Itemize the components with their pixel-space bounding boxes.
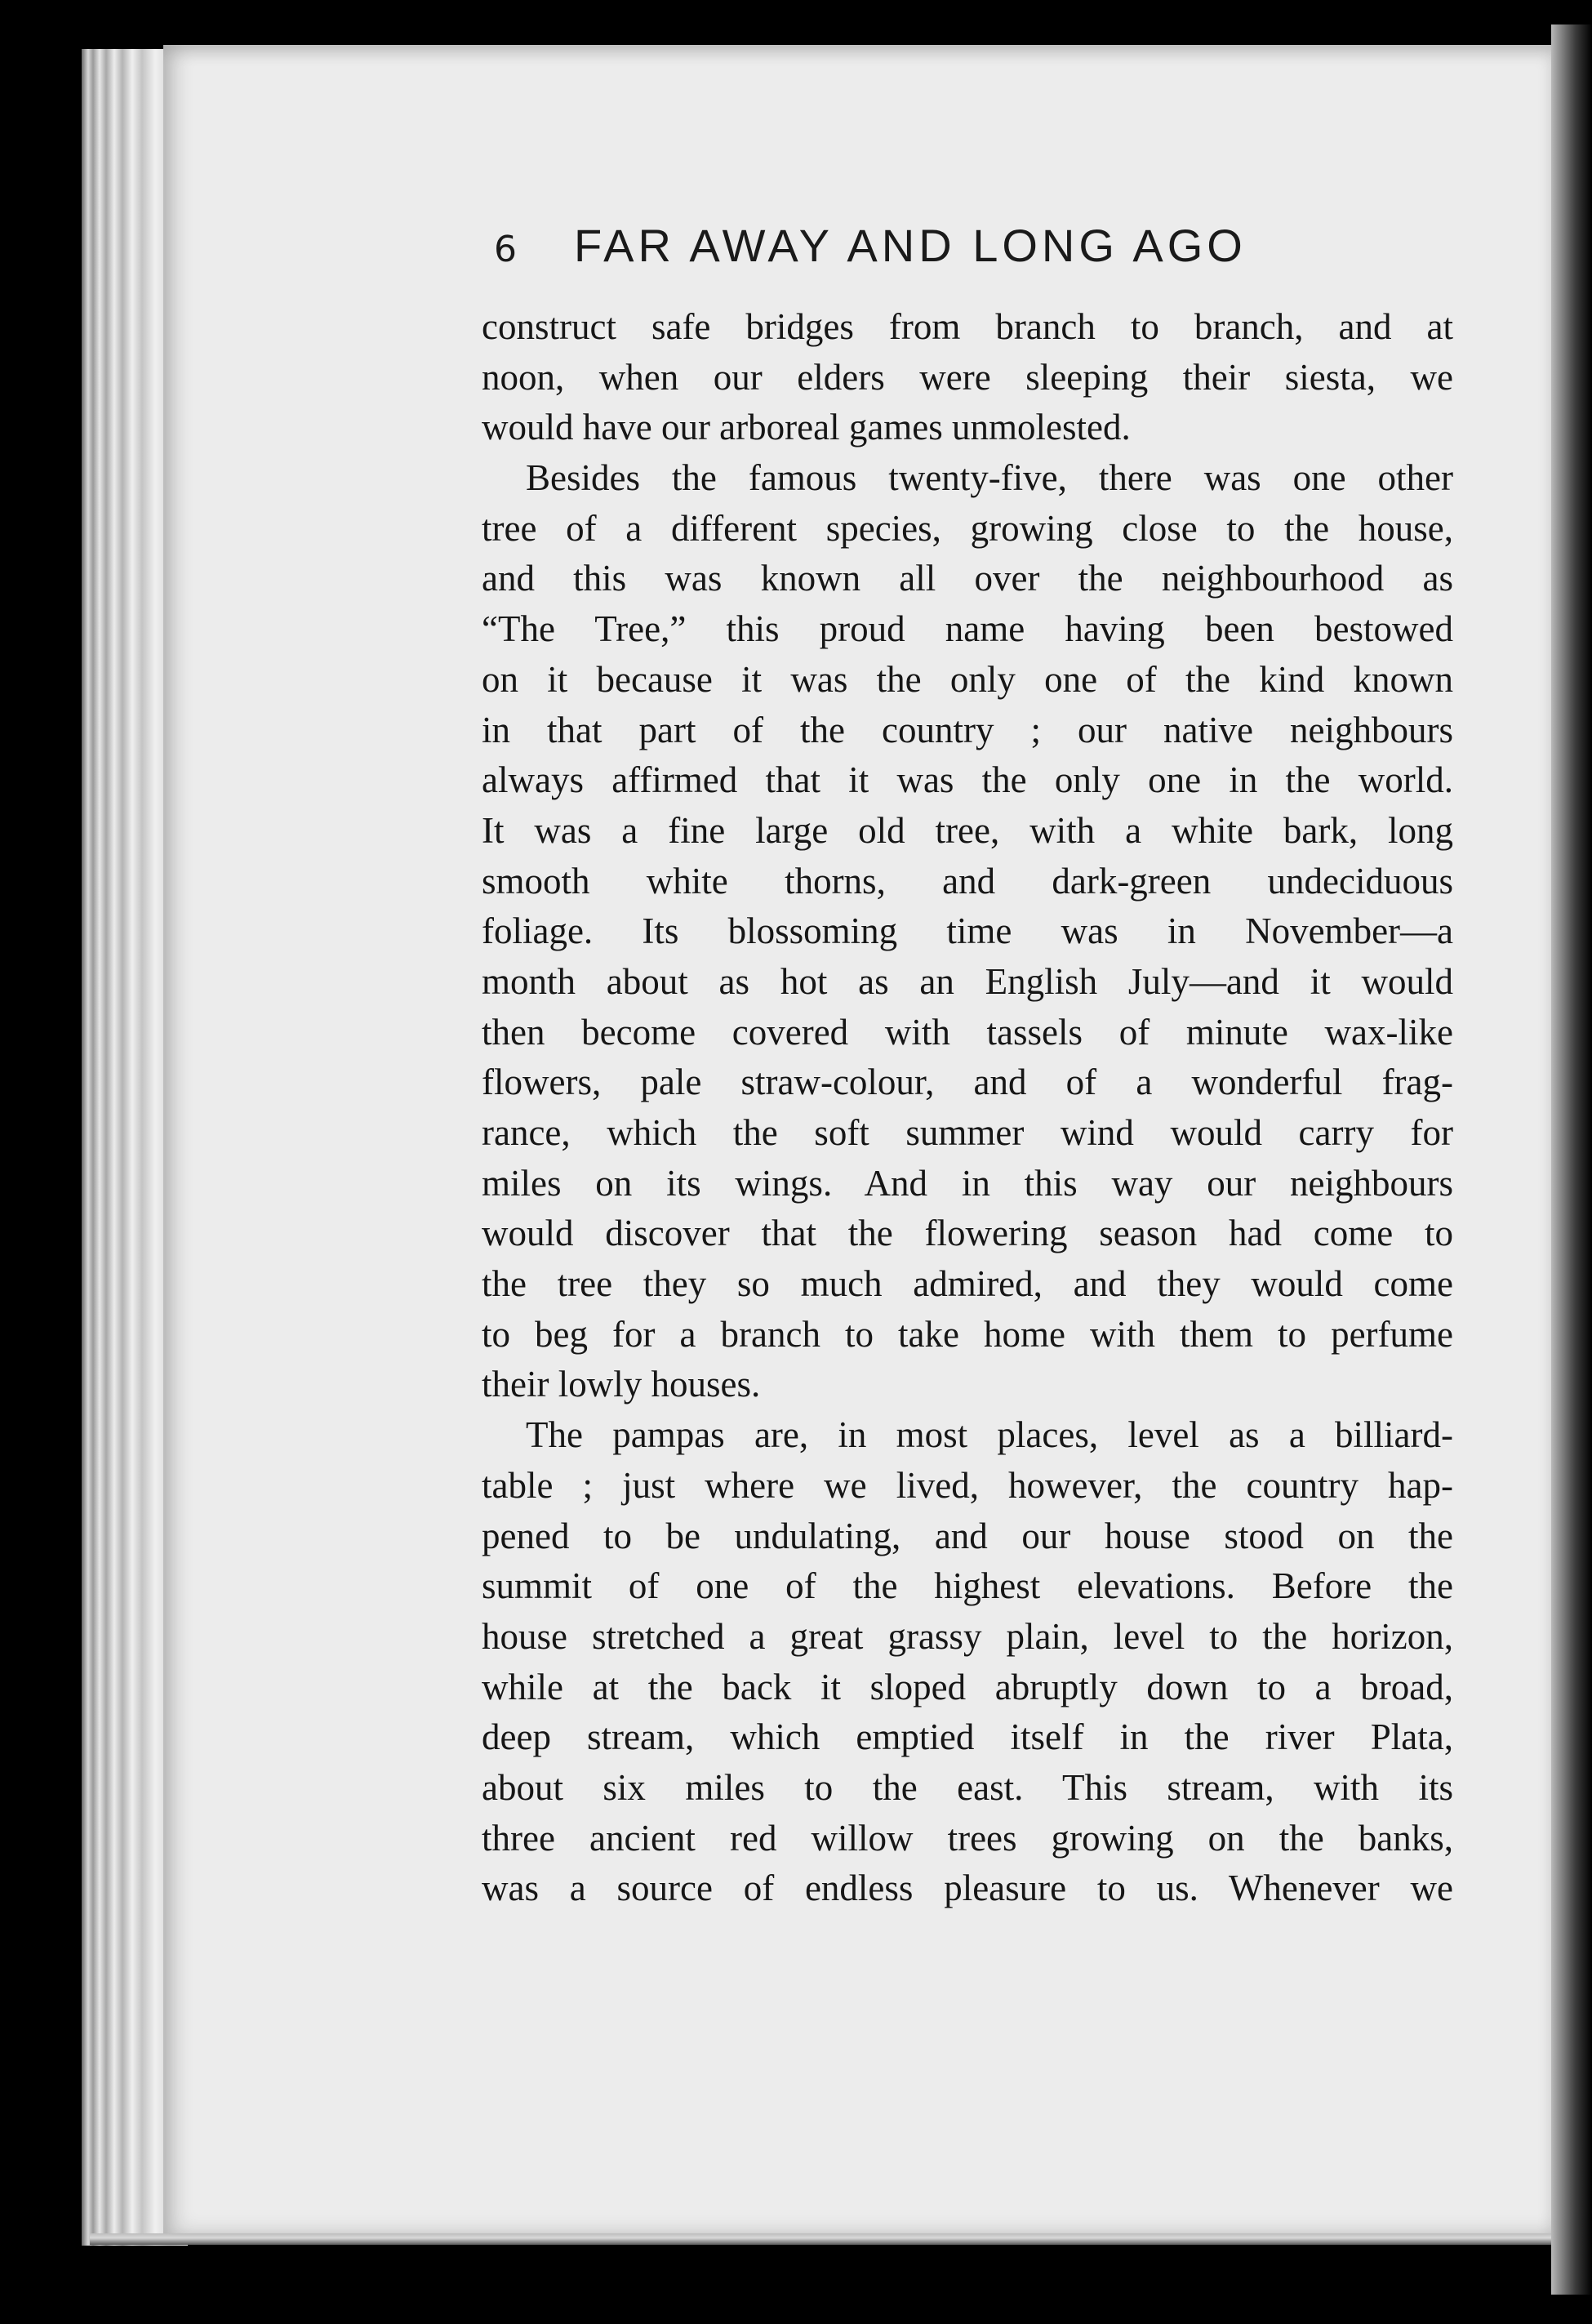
text-line: month about as hot as an English July—and it would: [482, 960, 1453, 1002]
book-bottom-edge: [90, 2233, 1551, 2245]
text-line: Besides the famous twenty-five, there was one other: [526, 457, 1453, 499]
text-line: The pampas are, in most places, level as a billiard-: [526, 1414, 1453, 1456]
text-line: rance, which the soft summer wind would carry for: [482, 1112, 1453, 1153]
text-line: table ; just where we lived, however, the country hap-: [482, 1464, 1453, 1506]
gutter-shadow: [1551, 24, 1592, 2295]
text-line: to beg for a branch to take home with them to perfume: [482, 1313, 1453, 1355]
text-line: foliage. Its blossoming time was in November—a: [482, 910, 1453, 952]
body-text: [482, 302, 1453, 1914]
text-line: “The Tree,” this proud name having been bestowed: [482, 608, 1453, 650]
text-line: deep stream, which emptied itself in the river Plata,: [482, 1716, 1453, 1758]
text-line: about six miles to the east. This stream, with its: [482, 1766, 1453, 1808]
text-line: flowers, pale straw-colour, and of a wonderful frag-: [482, 1062, 1453, 1103]
text-line: then become covered with tassels of minute wax-like: [482, 1011, 1453, 1053]
text-line: three ancient red willow trees growing on the banks,: [482, 1817, 1453, 1859]
text-line: construct safe bridges from branch to branch, and at: [482, 306, 1453, 347]
page-number: 6: [494, 229, 517, 270]
text-line: It was a fine large old tree, with a white bark, long: [482, 809, 1453, 851]
running-head-title: FAR AWAY AND LONG AGO: [574, 220, 1247, 271]
text-line: on it because it was the only one of the kind known: [482, 658, 1453, 700]
text-line: would have our arboreal games unmolested.: [482, 407, 1131, 448]
text-line: pened to be undulating, and our house stood on the: [482, 1515, 1453, 1556]
text-line: would discover that the flowering season had come to: [482, 1213, 1453, 1254]
text-line: and this was known all over the neighbourhood as: [482, 558, 1453, 599]
text-line: house stretched a great grassy plain, level to the horizon,: [482, 1615, 1453, 1657]
text-line: was a source of endless pleasure to us. Whenever we: [482, 1868, 1453, 1909]
text-line: while at the back it sloped abruptly down to a broad,: [482, 1666, 1453, 1707]
text-line: noon, when our elders were sleeping their siesta, we: [482, 356, 1453, 398]
text-line: their lowly houses.: [482, 1364, 761, 1405]
text-line: summit of one of the highest elevations. Before the: [482, 1565, 1453, 1607]
text-line: always affirmed that it was the only one in the world.: [482, 759, 1453, 801]
text-line: the tree they so much admired, and they would come: [482, 1263, 1453, 1305]
page-header: [494, 219, 1376, 284]
text-line: tree of a different species, growing close to the house,: [482, 507, 1453, 549]
text-line: smooth white thorns, and dark-green undeciduous: [482, 860, 1453, 902]
text-line: in that part of the country ; our native neighbours: [482, 709, 1453, 750]
text-line: miles on its wings. And in this way our neighbours: [482, 1162, 1453, 1204]
